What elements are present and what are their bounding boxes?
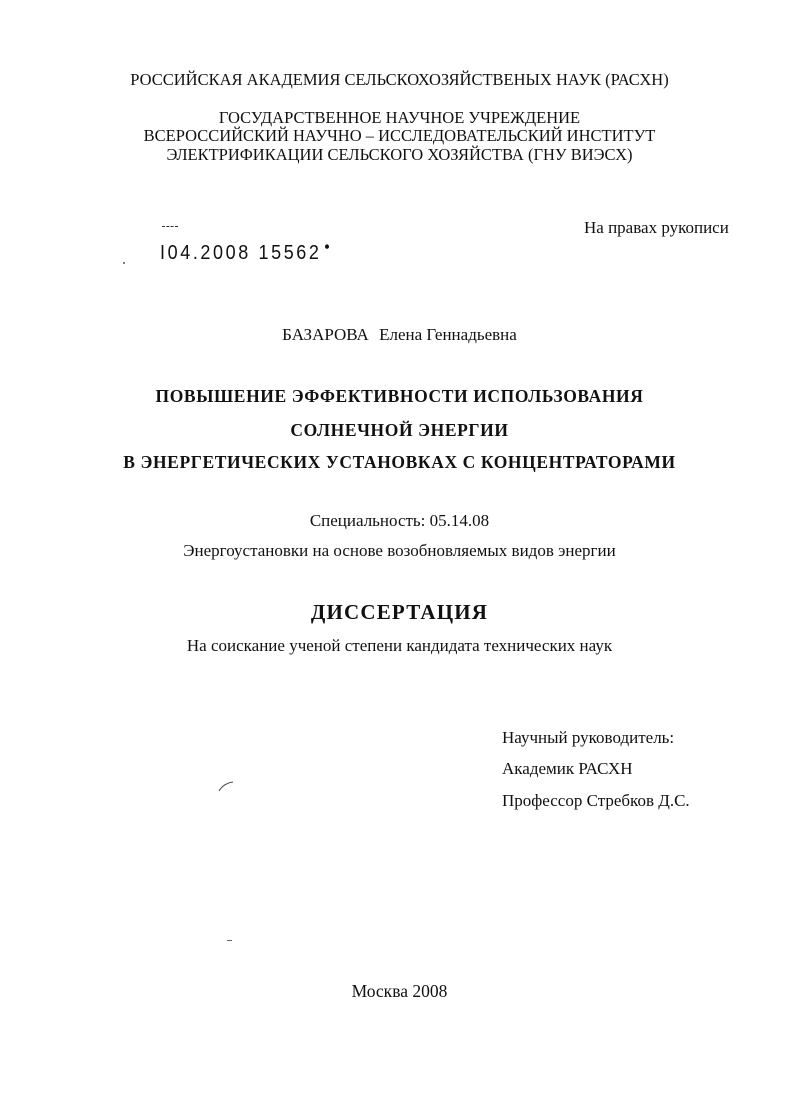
document-type: ДИССЕРТАЦИЯ [310, 600, 489, 624]
author-given-names: Елена Геннадьевна [379, 325, 517, 344]
stamp-mark [162, 226, 178, 227]
library-stamp [160, 241, 329, 265]
title-line-2: СОЛНЕЧНОЙ ЭНЕРГИИ [290, 420, 509, 440]
manuscript-rights-note: На правах рукописи [584, 218, 729, 237]
degree-statement: На соискание ученой степени кандидата технических наук [186, 636, 613, 655]
supervisor-name: Профессор Стребков Д.С. [502, 791, 690, 810]
pen-mark [218, 780, 234, 792]
author-line [0, 325, 799, 345]
academy-name: РОССИЙСКАЯ АКАДЕМИЯ СЕЛЬСКОХОЗЯЙСТВЕНЫХ НАУК (РАСХН) [130, 70, 669, 89]
institution-line-1: ГОСУДАРСТВЕННОЕ НАУЧНОЕ УЧРЕЖДЕНИЕ [218, 108, 581, 127]
specialty-description: Энергоустановки на основе возобновляемых видов энергии [183, 541, 616, 560]
supervisor-rank: Академик РАСХН [502, 759, 633, 778]
title-line-1: ПОВЫШЕНИЕ ЭФФЕКТИВНОСТИ ИСПОЛЬЗОВАНИЯ [155, 386, 644, 406]
scan-speck [123, 262, 125, 264]
institution-line-2: ВСЕРОССИЙСКИЙ НАУЧНО – ИССЛЕДОВАТЕЛЬСКИЙ ИНСТИТУТ [143, 126, 656, 145]
stamp-dot [325, 244, 329, 248]
scan-speck [227, 940, 232, 941]
supervisor-heading: Научный руководитель: [502, 728, 675, 747]
title-line-3: В ЭНЕРГЕТИЧЕСКИХ УСТАНОВКАХ С КОНЦЕНТРАТОРАМИ [123, 452, 676, 472]
institution-line-3: ЭЛЕКТРИФИКАЦИИ СЕЛЬСКОГО ХОЗЯЙСТВА (ГНУ ВИЭСХ) [166, 145, 633, 164]
author-surname: БАЗАРОВА [282, 325, 369, 344]
specialty-code: Специальность: 05.14.08 [309, 511, 490, 530]
stamp-number: I04.2008 15562 [160, 241, 322, 264]
city-year: Москва 2008 [351, 981, 448, 1001]
